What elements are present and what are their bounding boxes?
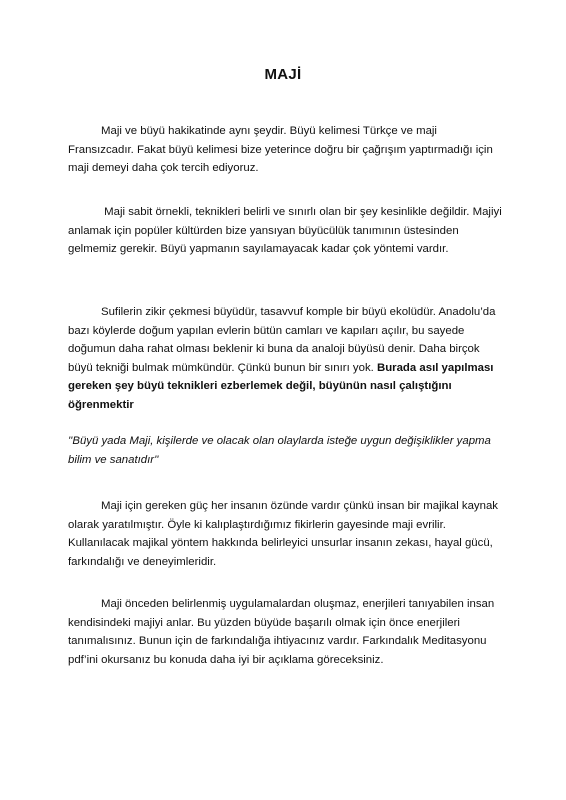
paragraph-4-text: Maji için gereken güç her insanın özünde vardır çünkü insan bir majikal kaynak olarak yaratılmıştır. Öyle ki kalıplaştırdığımız fikirlerin gayesinde maji evrilir. Kullanılacak majikal yöntem hakkında belirleyici unsurlar insanın zekası, hayal gücü, farkındalığı ve deneyimleridir. [68,500,498,568]
paragraph-2 [68,203,504,259]
quote-text: ''Büyü yada Maji, kişilerde ve olacak olan olaylarda isteğe uygun değişiklikler yapma bilim ve sanatıdır'' [68,435,491,466]
paragraph-1 [68,122,504,178]
paragraph-5 [68,595,504,669]
paragraph-1-text: Maji ve büyü hakikatinde aynı şeydir. Büyü kelimesi Türkçe ve maji Fransızcadır. Fakat büyü kelimesi bize yeterince doğru bir çağrışım yaptırmadığı için maji demeyi daha çok tercih ediyoruz. [68,125,493,174]
quote-paragraph [68,432,504,469]
paragraph-4 [68,497,504,571]
paragraph-2-text: Maji sabit örnekli, teknikleri belirli ve sınırlı olan bir şey kesinlikle değildir. Majiyi anlamak için popüler kültürden bize yansıyan büyücülük tanımının üstesinden gelmemiz gerekir. Büyü yapmanın sayılamayacak kadar çok yöntemi vardır. [68,206,502,255]
paragraph-3-bold-text: Burada asıl yapılması gereken şey büyü teknikleri ezberlemek değil, büyünün nasıl çalıştığını öğrenmektir [68,361,494,411]
paragraph-3-text: Sufilerin zikir çekmesi büyüdür, tasavvuf komple bir büyü ekolüdür. Anadolu’da bazı köylerde doğum yapılan evlerin bütün camları ve kapıları açılır, bu sayede doğumun daha rahat olması beklenir ki buna da analoji büyüsü denir. Daha birçok büyü tekniği bulmak mümkündür. Çünkü bunun bir sınırı yok. [68,306,496,374]
paragraph-5-text: Maji önceden belirlenmiş uygulamalardan oluşmaz, enerjileri tanıyabilen insan kendisindeki majiyi anlar. Bu yüzden büyüde başarılı olmak için önce enerjileri tanımalısınız. Bunun için de farkındalığa ihtiyacınız vardır. Farkındalık Meditasyonu pdf’ini okursanız bu konuda daha iyi bir açıklama göreceksiniz. [68,598,495,666]
paragraph-3 [68,303,504,414]
document-title: MAJİ [264,66,302,83]
